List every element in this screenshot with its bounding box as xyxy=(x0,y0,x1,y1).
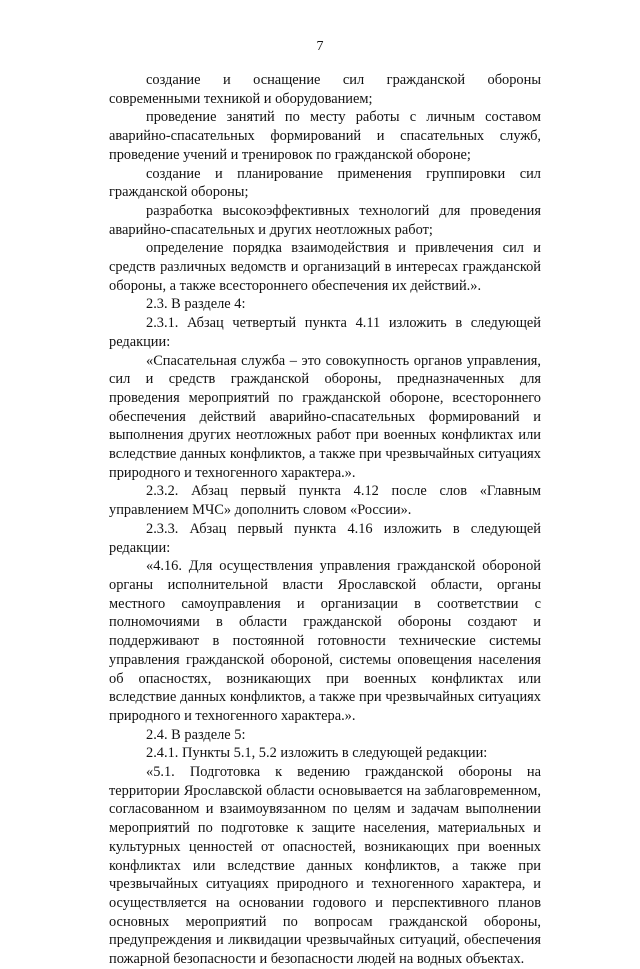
quoted-text-rescue-service: «Спасательная служба – это совокупность органов управления, сил и средств гражданской обороны, предназначенных для проведения мероприятий по гражданской обороне, всестороннего обеспечения действий аварийно-спасательных формирований и выполнения других неотложных работ при военных конфликтах или вследствие данных конфликтов, а также при чрезвычайных ситуациях природного и техногенного характера.». xyxy=(109,352,541,481)
list-item-interaction-order: определение порядка взаимодействия и привлечения сил и средств различных ведомств и организаций в интересах гражданской обороны, а также всестороннего обеспечения их действий.». xyxy=(109,240,541,294)
list-item-technology-development: разработка высокоэффективных технологий для проведения аварийно-спасательных и других неотложных работ; xyxy=(109,202,541,238)
quoted-text-4-16: «4.16. Для осуществления управления гражданской обороной органы исполнительной власти Ярославской области, органы местного самоуправления и организации в соответствии с полномочиями в области гражданской обороны создают и поддерживают в постоянной готовности технические системы управления гражданской обороной, системы оповещения населения об опасностях, возникающих при военных конфликтах или вследствие данных конфликтов, а также при чрезвычайных ситуациях природного и техногенного характера.». xyxy=(109,558,541,724)
list-item-forces-planning: создание и планирование применения группировки сил гражданской обороны; xyxy=(109,165,541,201)
clause-2-3-1: 2.3.1. Абзац четвертый пункта 4.11 изложить в следующей редакции: xyxy=(109,315,541,350)
clause-2-4-1: 2.4.1. Пункты 5.1, 5.2 изложить в следующей редакции: xyxy=(146,745,488,762)
section-heading-2-4: 2.4. В разделе 5: xyxy=(146,726,246,743)
quoted-text-5-1: «5.1. Подготовка к ведению гражданской обороны на территории Ярославской области основывается на заблаговременном, согласованном и взаимоувязанном по целям и задачам выполнении мероприятий по подготовке к защите населения, материальных и культурных ценностей от опасностей, возникающих при военных конфликтах или вследствие данных конфликтов, а также при чрезвычайных ситуациях природного и техногенного характера, и осуществляется на основании годового и перспективного планов основных мероприятий по вопросам гражданской обороны, предупреждения и ликвидации чрезвычайных ситуаций, обеспечения пожарной безопасности и безопасности людей на водных объектах. xyxy=(109,764,541,968)
clause-2-3-2: 2.3.2. Абзац первый пункта 4.12 после слов «Главным управлением МЧС» дополнить словом «России». xyxy=(109,483,541,519)
list-item-training-sessions: проведение занятий по месту работы с личным составом аварийно-спасательных формирований и спасательных служб, проведение учений и тренировок по гражданской обороне; xyxy=(109,109,541,163)
section-heading-2-3: 2.3. В разделе 4: xyxy=(146,296,246,313)
document-body xyxy=(109,71,541,969)
list-item-equipping-forces: создание и оснащение сил гражданской обороны современными техникой и оборудованием; xyxy=(109,72,541,107)
clause-2-3-3: 2.3.3. Абзац первый пункта 4.16 изложить в следующей редакции: xyxy=(109,520,541,556)
page-number: 7 xyxy=(316,39,324,54)
